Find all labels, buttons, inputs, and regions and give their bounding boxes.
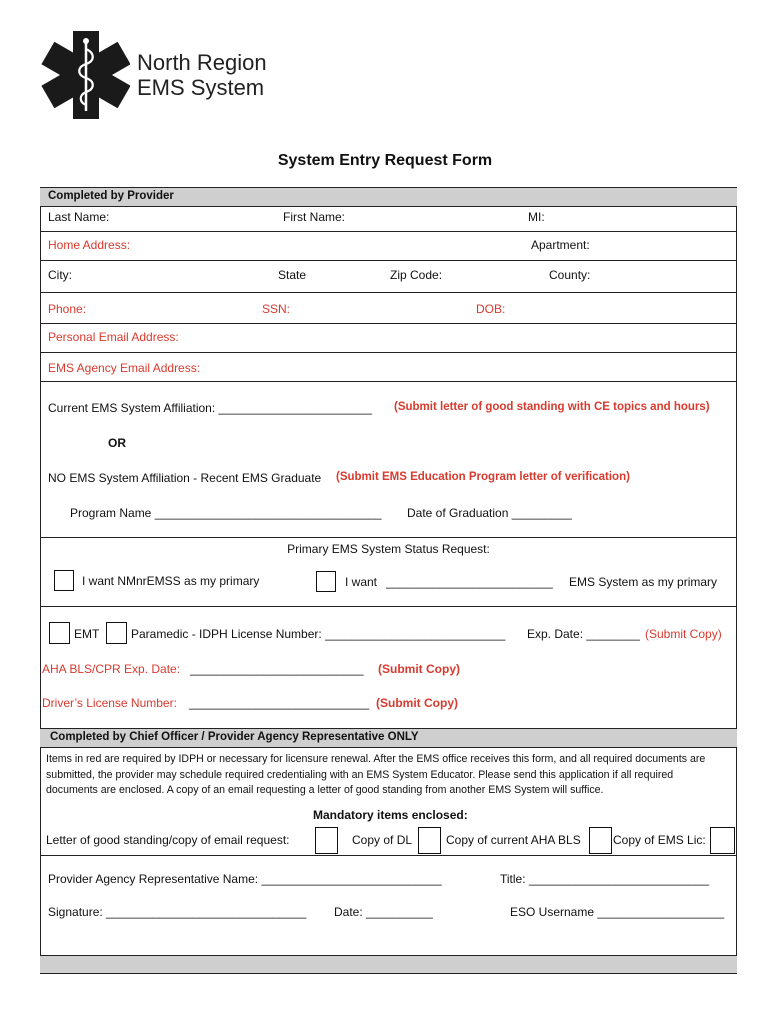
or-label: OR [108, 436, 126, 450]
emt-label: EMT [74, 627, 100, 641]
zip-field[interactable]: Zip Code: [390, 268, 443, 282]
program-name-field[interactable]: Program Name __________________________________ [70, 506, 382, 520]
section-divider [40, 606, 737, 607]
mandatory-items-label: Mandatory items enclosed: [313, 808, 468, 822]
row-divider [40, 352, 737, 353]
letter-good-standing-label: Letter of good standing/copy of email request: [46, 833, 290, 847]
row-divider [40, 381, 737, 382]
ssn-field[interactable]: SSN: [262, 302, 291, 316]
personal-email-field[interactable]: Personal Email Address: [48, 330, 179, 344]
state-field[interactable]: State [278, 268, 307, 282]
aha-exp-label: AHA BLS/CPR Exp. Date: [42, 662, 181, 676]
row-divider [40, 231, 737, 232]
last-name-field[interactable]: Last Name: [48, 210, 110, 224]
no-affiliation-label: NO EMS System Affiliation - Recent EMS Graduate [48, 471, 322, 485]
dob-field[interactable]: DOB: [476, 302, 506, 316]
copy-dl-label: Copy of DL [352, 833, 413, 847]
no-affiliation-note: (Submit EMS Education Program letter of verification) [336, 471, 630, 483]
primary-other-system-field[interactable]: _________________________ [386, 575, 553, 589]
copy-ems-lic-checkbox[interactable] [710, 827, 735, 854]
date-field[interactable]: Date: __________ [334, 905, 433, 919]
primary-nmnr-label: I want NMnrEMSS as my primary [82, 574, 260, 588]
first-name-field[interactable]: First Name: [283, 210, 346, 224]
phone-field[interactable]: Phone: [48, 302, 87, 316]
row-divider [40, 323, 737, 324]
representative-title-field[interactable]: Title: ___________________________ [500, 872, 710, 886]
logo [40, 30, 280, 120]
primary-nmnr-checkbox[interactable] [54, 570, 74, 591]
provider-header-label: Completed by Provider [48, 190, 174, 202]
county-field[interactable]: County: [549, 268, 591, 282]
copy-ems-lic-label: Copy of EMS Lic: [613, 833, 706, 847]
graduation-date-field[interactable]: Date of Graduation _________ [407, 506, 572, 520]
copy-aha-checkbox[interactable] [589, 827, 612, 854]
letter-good-standing-checkbox[interactable] [315, 827, 338, 854]
logo-line-1: North Region [137, 50, 267, 75]
eso-username-field[interactable]: ESO Username ___________________ [510, 905, 725, 919]
license-exp-field[interactable]: Exp. Date: ________ [527, 627, 640, 641]
agency-email-field[interactable]: EMS Agency Email Address: [48, 361, 201, 375]
status-heading: Primary EMS System Status Request: [287, 542, 490, 556]
logo-line-2: EMS System [137, 75, 265, 100]
drivers-license-label: Driver’s License Number: [42, 696, 177, 710]
license-submit-copy: (Submit Copy) [645, 627, 722, 641]
emt-checkbox[interactable] [49, 622, 70, 644]
aha-exp-field[interactable]: __________________________ [190, 662, 364, 676]
current-affiliation-note: (Submit letter of good standing with CE topics and hours) [394, 401, 710, 413]
signature-field[interactable]: Signature: ______________________________ [48, 905, 307, 919]
drivers-license-field[interactable]: ___________________________ [189, 696, 370, 710]
row-divider [40, 260, 737, 261]
copy-aha-label: Copy of current AHA BLS [446, 833, 581, 847]
checklist-divider [40, 855, 737, 856]
aha-submit-copy: (Submit Copy) [378, 662, 460, 676]
instructions-paragraph: Items in red are required by IDPH or necessary for licensure renewal. After the EMS office receives this form, and all required documents are submitted, the provider may schedule required credentialing with an EMS System Educator. Please send this application if all required documents are enclosed. A copy of an email requesting a letter of good standing from another EMS System will suffice. [46, 753, 706, 796]
primary-other-suffix: EMS System as my primary [569, 575, 718, 589]
representative-name-field[interactable]: Provider Agency Representative Name: ___________________________ [48, 872, 442, 886]
home-address-field[interactable]: Home Address: [48, 238, 131, 252]
footer-bar [40, 955, 737, 974]
primary-other-checkbox[interactable] [316, 571, 336, 592]
primary-other-label: I want [345, 575, 378, 589]
mi-field[interactable]: MI: [528, 210, 545, 224]
drivers-license-submit-copy: (Submit Copy) [376, 696, 458, 710]
paramedic-checkbox[interactable] [106, 622, 127, 644]
current-affiliation-field[interactable]: Current EMS System Affiliation: _______________________ [48, 401, 373, 415]
city-field[interactable]: City: [48, 268, 72, 282]
page-title: System Entry Request Form [277, 152, 493, 169]
row-divider [40, 292, 737, 293]
apartment-field[interactable]: Apartment: [531, 238, 590, 252]
chief-header-label: Completed by Chief Officer / Provider Agency Representative ONLY [50, 731, 419, 743]
paramedic-license-field[interactable]: Paramedic - IDPH License Number: ___________________________ [131, 627, 506, 641]
copy-dl-checkbox[interactable] [418, 827, 441, 854]
star-of-life-icon [40, 30, 130, 120]
section-divider [40, 537, 737, 538]
